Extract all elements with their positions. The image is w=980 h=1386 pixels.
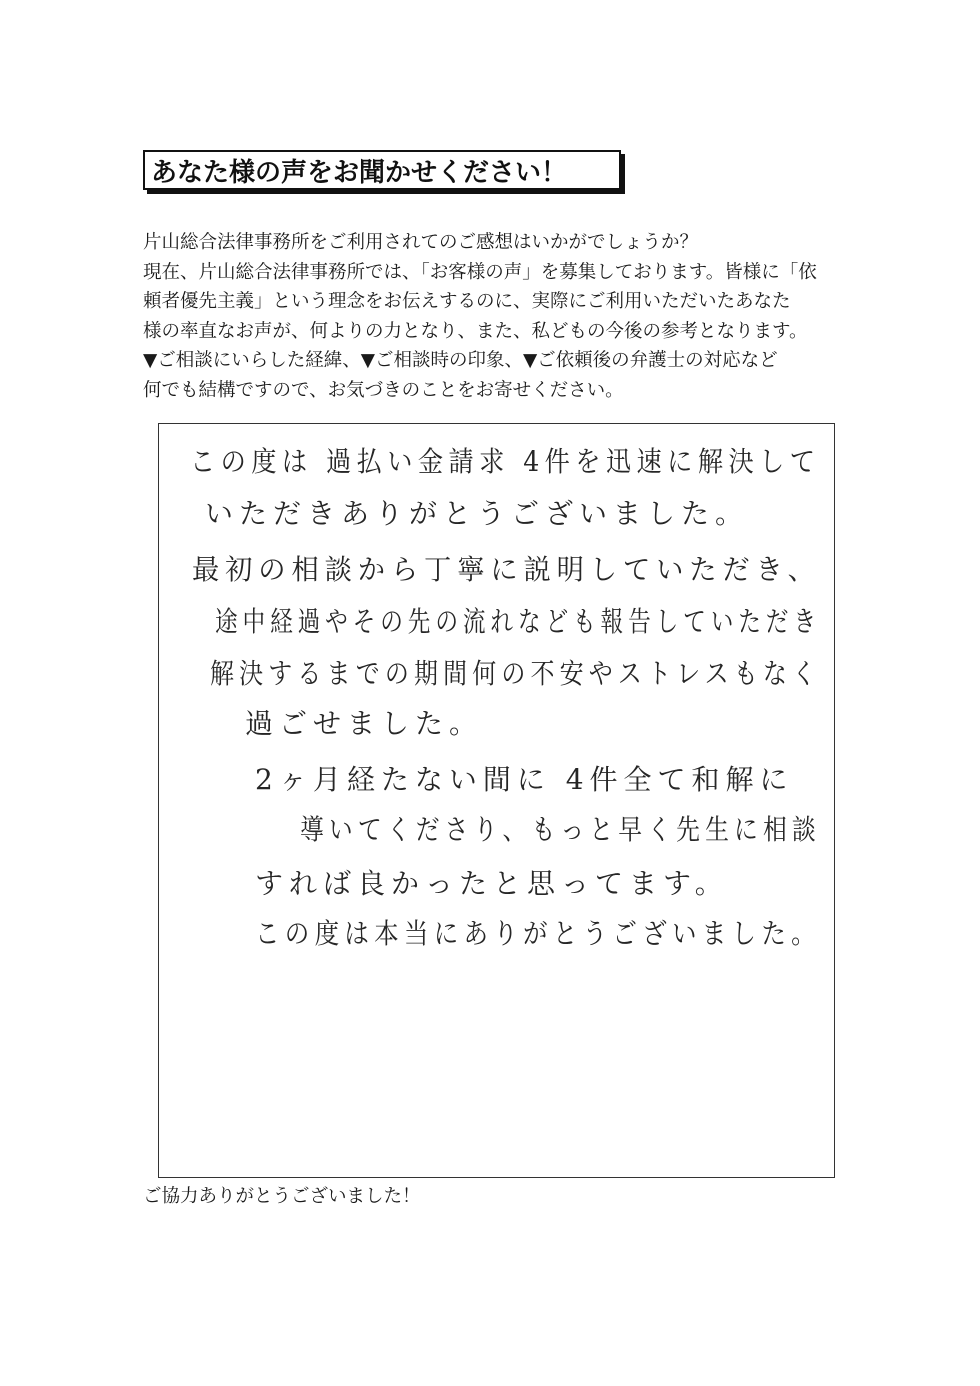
page-title: あなた様の声をお聞かせください！ xyxy=(151,157,568,188)
intro-line: 何でも結構ですので、お気づきのことをお寄せください。 xyxy=(143,379,624,401)
handwritten-line: すれば良かったと思ってます。 xyxy=(255,867,729,900)
handwritten-line: いただきありがとうございました。 xyxy=(205,497,750,530)
intro-line: 現在、片山総合法律事務所では、「お客様の声」を募集しております。皆様に「依 xyxy=(143,261,817,283)
handwritten-line: 途中経過やその先の流れなども報告していただき xyxy=(215,605,821,638)
handwritten-line: 導いてくださり、もっと早く先生に相談 xyxy=(300,813,821,846)
handwritten-answer-box xyxy=(158,423,835,1178)
thanks-message: ご協力ありがとうございました！ xyxy=(143,1186,421,1207)
handwritten-line: 2ヶ月経たない間に 4件全て和解に xyxy=(255,763,794,796)
intro-text xyxy=(143,228,863,406)
intro-line: ▼ご相談にいらした経緯、▼ご相談時の印象、▼ご依頼後の弁護士の対応など xyxy=(143,350,778,372)
handwritten-line: 最初の相談から丁寧に説明していただき、 xyxy=(192,553,821,586)
handwritten-line: この度は本当にありがとうございました。 xyxy=(255,917,821,950)
intro-line: 様の率直なお声が、何よりの力となり、また、私どもの今後の参考となります。 xyxy=(143,320,808,342)
handwritten-line: 過ごせました。 xyxy=(245,707,484,740)
intro-line: 片山総合法律事務所をご利用されてのご感想はいかがでしょうか？ xyxy=(143,232,699,253)
intro-line: 頼者優先主義」という理念をお伝えするのに、実際にご利用いただいたあなた xyxy=(143,291,791,313)
title-box xyxy=(143,150,621,190)
handwritten-line: この度は 過払い金請求 4件を迅速に解決して xyxy=(190,445,821,478)
handwritten-line: 解決するまでの期間何の不安やストレスもなく xyxy=(210,657,822,690)
